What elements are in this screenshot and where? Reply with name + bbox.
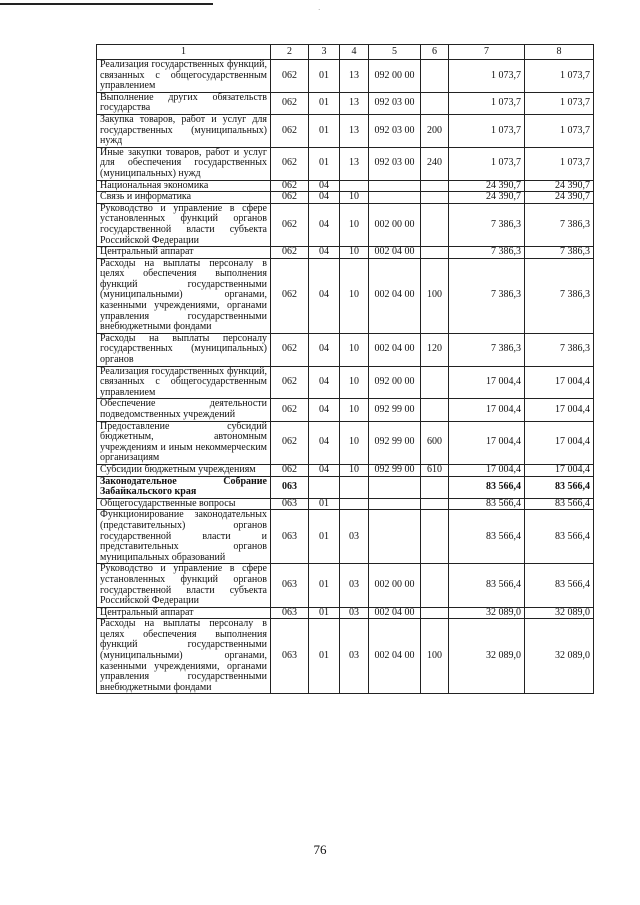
cell-section: 04 (309, 180, 340, 192)
cell-admin-code: 063 (271, 607, 309, 619)
column-header: 6 (421, 45, 449, 60)
table-row (97, 421, 594, 464)
table-row (97, 247, 594, 259)
cell-name: Центральный аппарат (97, 247, 271, 259)
cell-amount-total: 83 566,4 (525, 498, 594, 510)
cell-name: Общегосударственные вопросы (97, 498, 271, 510)
table-row (97, 619, 594, 694)
cell-admin-code: 062 (271, 60, 309, 93)
cell-section: 04 (309, 464, 340, 476)
cell-admin-code: 062 (271, 180, 309, 192)
scan-speck: · (318, 6, 321, 14)
cell-target-code: 002 00 00 (369, 203, 421, 246)
cell-admin-code: 062 (271, 399, 309, 421)
table-row (97, 147, 594, 180)
cell-amount-total: 7 386,3 (525, 203, 594, 246)
cell-name: Предоставление субсидий бюджетным, автономным учреждениям и иным некоммерческим организациям (97, 421, 271, 464)
cell-name: Реализация государственных функций, связанных с общегосударственным управлением (97, 366, 271, 399)
cell-admin-code: 062 (271, 114, 309, 147)
cell-admin-code: 063 (271, 564, 309, 607)
column-header: 1 (97, 45, 271, 60)
cell-admin-code: 062 (271, 464, 309, 476)
cell-admin-code: 062 (271, 192, 309, 204)
cell-section: 04 (309, 333, 340, 366)
cell-name: Расходы на выплаты персоналу государственных (муниципальных) органов (97, 333, 271, 366)
cell-expense-type: 100 (421, 258, 449, 333)
cell-name: Реализация государственных функций, связанных с общегосударственным управлением (97, 60, 271, 93)
table-row (97, 399, 594, 421)
cell-amount-total: 7 386,3 (525, 333, 594, 366)
cell-name: Руководство и управление в сфере установленных функций органов государственной власти субъекта Российской Федерации (97, 564, 271, 607)
cell-admin-code: 063 (271, 498, 309, 510)
cell-admin-code: 063 (271, 510, 309, 564)
table-row (97, 92, 594, 114)
cell-section: 04 (309, 247, 340, 259)
cell-subsection: 13 (340, 114, 369, 147)
cell-amount-total: 83 566,4 (525, 510, 594, 564)
cell-amount: 7 386,3 (449, 203, 525, 246)
cell-admin-code: 062 (271, 247, 309, 259)
cell-subsection (340, 180, 369, 192)
cell-amount: 1 073,7 (449, 147, 525, 180)
header-rule (0, 3, 213, 5)
cell-amount: 83 566,4 (449, 510, 525, 564)
cell-section: 01 (309, 114, 340, 147)
table-row (97, 564, 594, 607)
cell-expense-type (421, 203, 449, 246)
cell-target-code: 002 04 00 (369, 607, 421, 619)
cell-subsection: 03 (340, 607, 369, 619)
cell-amount-total: 24 390,7 (525, 192, 594, 204)
cell-amount: 7 386,3 (449, 333, 525, 366)
cell-target-code: 002 00 00 (369, 564, 421, 607)
cell-section: 01 (309, 619, 340, 694)
cell-amount: 83 566,4 (449, 498, 525, 510)
cell-target-code: 092 99 00 (369, 421, 421, 464)
cell-name: Связь и информатика (97, 192, 271, 204)
cell-section: 01 (309, 607, 340, 619)
cell-amount: 32 089,0 (449, 607, 525, 619)
cell-admin-code: 062 (271, 366, 309, 399)
cell-target-code: 092 00 00 (369, 60, 421, 93)
cell-amount: 7 386,3 (449, 258, 525, 333)
table-row (97, 203, 594, 246)
cell-expense-type (421, 180, 449, 192)
column-header: 3 (309, 45, 340, 60)
cell-expense-type (421, 192, 449, 204)
column-header: 5 (369, 45, 421, 60)
cell-admin-code: 062 (271, 333, 309, 366)
cell-amount-total: 83 566,4 (525, 476, 594, 498)
cell-amount-total: 32 089,0 (525, 619, 594, 694)
cell-amount: 32 089,0 (449, 619, 525, 694)
cell-admin-code: 062 (271, 147, 309, 180)
cell-name: Закупка товаров, работ и услуг для государственных (муниципальных) нужд (97, 114, 271, 147)
cell-section: 04 (309, 399, 340, 421)
cell-amount-total: 17 004,4 (525, 421, 594, 464)
table-row (97, 192, 594, 204)
cell-section: 01 (309, 498, 340, 510)
cell-target-code (369, 498, 421, 510)
cell-subsection: 10 (340, 366, 369, 399)
cell-amount-total: 1 073,7 (525, 60, 594, 93)
cell-subsection: 13 (340, 60, 369, 93)
cell-expense-type (421, 366, 449, 399)
cell-expense-type (421, 510, 449, 564)
cell-expense-type (421, 92, 449, 114)
cell-amount: 1 073,7 (449, 60, 525, 93)
table-row (97, 258, 594, 333)
cell-expense-type (421, 60, 449, 93)
cell-amount: 17 004,4 (449, 399, 525, 421)
cell-subsection: 10 (340, 203, 369, 246)
cell-admin-code: 063 (271, 619, 309, 694)
cell-amount-total: 1 073,7 (525, 114, 594, 147)
cell-name: Национальная экономика (97, 180, 271, 192)
cell-subsection: 03 (340, 564, 369, 607)
cell-expense-type (421, 247, 449, 259)
cell-amount-total: 1 073,7 (525, 147, 594, 180)
cell-amount-total: 17 004,4 (525, 399, 594, 421)
cell-target-code: 092 99 00 (369, 399, 421, 421)
cell-name: Расходы на выплаты персоналу в целях обеспечения выполнения функций государственными (муниципальными) органами, казенными учреждениями, органами управления государственными внебюджетными фондами (97, 619, 271, 694)
cell-target-code: 092 03 00 (369, 92, 421, 114)
cell-name: Функционирование законодательных (представительных) органов государственной власти и представительных органов муниципальных образований (97, 510, 271, 564)
cell-expense-type: 240 (421, 147, 449, 180)
cell-amount: 7 386,3 (449, 247, 525, 259)
cell-amount-total: 83 566,4 (525, 564, 594, 607)
cell-amount: 1 073,7 (449, 114, 525, 147)
table-row (97, 333, 594, 366)
cell-section: 04 (309, 366, 340, 399)
cell-expense-type: 120 (421, 333, 449, 366)
cell-target-code: 002 04 00 (369, 247, 421, 259)
cell-target-code (369, 180, 421, 192)
cell-section: 04 (309, 421, 340, 464)
table-row (97, 498, 594, 510)
cell-subsection: 03 (340, 619, 369, 694)
cell-amount: 83 566,4 (449, 476, 525, 498)
cell-target-code: 092 03 00 (369, 114, 421, 147)
cell-admin-code: 062 (271, 421, 309, 464)
cell-name: Центральный аппарат (97, 607, 271, 619)
cell-subsection: 10 (340, 192, 369, 204)
cell-target-code: 092 99 00 (369, 464, 421, 476)
budget-table (96, 44, 594, 694)
cell-expense-type (421, 498, 449, 510)
cell-expense-type (421, 564, 449, 607)
cell-amount-total: 7 386,3 (525, 258, 594, 333)
cell-amount-total: 17 004,4 (525, 464, 594, 476)
cell-amount: 24 390,7 (449, 180, 525, 192)
cell-section: 01 (309, 92, 340, 114)
cell-subsection: 10 (340, 421, 369, 464)
cell-subsection: 10 (340, 464, 369, 476)
cell-amount-total: 32 089,0 (525, 607, 594, 619)
cell-section: 01 (309, 147, 340, 180)
cell-amount: 17 004,4 (449, 464, 525, 476)
cell-admin-code: 062 (271, 203, 309, 246)
cell-expense-type (421, 607, 449, 619)
cell-subsection: 10 (340, 247, 369, 259)
cell-section (309, 476, 340, 498)
column-header: 4 (340, 45, 369, 60)
cell-name: Субсидии бюджетным учреждениям (97, 464, 271, 476)
cell-amount: 1 073,7 (449, 92, 525, 114)
cell-subsection: 10 (340, 258, 369, 333)
cell-subsection: 10 (340, 333, 369, 366)
column-header: 2 (271, 45, 309, 60)
cell-amount: 24 390,7 (449, 192, 525, 204)
cell-name: Выполнение других обязательств государства (97, 92, 271, 114)
cell-amount-total: 1 073,7 (525, 92, 594, 114)
table-row (97, 180, 594, 192)
cell-amount-total: 7 386,3 (525, 247, 594, 259)
cell-amount: 17 004,4 (449, 366, 525, 399)
cell-admin-code: 062 (271, 258, 309, 333)
cell-section: 01 (309, 60, 340, 93)
cell-section: 01 (309, 510, 340, 564)
cell-section: 04 (309, 203, 340, 246)
cell-subsection (340, 498, 369, 510)
table-row (97, 464, 594, 476)
cell-amount-total: 24 390,7 (525, 180, 594, 192)
cell-target-code (369, 510, 421, 564)
cell-amount-total: 17 004,4 (525, 366, 594, 399)
table-row (97, 476, 594, 498)
cell-expense-type (421, 476, 449, 498)
cell-target-code: 002 04 00 (369, 333, 421, 366)
header-row (97, 45, 594, 60)
table-row (97, 60, 594, 93)
cell-subsection: 13 (340, 92, 369, 114)
cell-expense-type (421, 399, 449, 421)
cell-name: Расходы на выплаты персоналу в целях обеспечения выполнения функций государственными (муниципальными) органами, казенными учреждениями, органами управления государственными внебюджетными фондами (97, 258, 271, 333)
cell-target-code: 092 03 00 (369, 147, 421, 180)
cell-amount: 17 004,4 (449, 421, 525, 464)
column-header: 7 (449, 45, 525, 60)
cell-section: 04 (309, 258, 340, 333)
cell-name: Руководство и управление в сфере установленных функций органов государственной власти субъекта Российской Федерации (97, 203, 271, 246)
cell-expense-type: 600 (421, 421, 449, 464)
cell-name: Законодательное Собрание Забайкальского края (97, 476, 271, 498)
table-row (97, 114, 594, 147)
cell-expense-type: 100 (421, 619, 449, 694)
table-row (97, 510, 594, 564)
table-row (97, 366, 594, 399)
cell-target-code: 002 04 00 (369, 258, 421, 333)
cell-admin-code: 062 (271, 92, 309, 114)
cell-target-code (369, 476, 421, 498)
cell-target-code: 092 00 00 (369, 366, 421, 399)
cell-name: Обеспечение деятельности подведомственных учреждений (97, 399, 271, 421)
cell-expense-type: 200 (421, 114, 449, 147)
cell-section: 04 (309, 192, 340, 204)
cell-subsection: 10 (340, 399, 369, 421)
cell-subsection: 13 (340, 147, 369, 180)
column-header: 8 (525, 45, 594, 60)
cell-section: 01 (309, 564, 340, 607)
page-number: 76 (313, 842, 327, 857)
cell-expense-type: 610 (421, 464, 449, 476)
cell-subsection: 03 (340, 510, 369, 564)
cell-target-code: 002 04 00 (369, 619, 421, 694)
cell-amount: 83 566,4 (449, 564, 525, 607)
table-row (97, 607, 594, 619)
cell-name: Иные закупки товаров, работ и услуг для обеспечения государственных (муниципальных) нужд (97, 147, 271, 180)
cell-admin-code: 063 (271, 476, 309, 498)
cell-target-code (369, 192, 421, 204)
cell-subsection (340, 476, 369, 498)
